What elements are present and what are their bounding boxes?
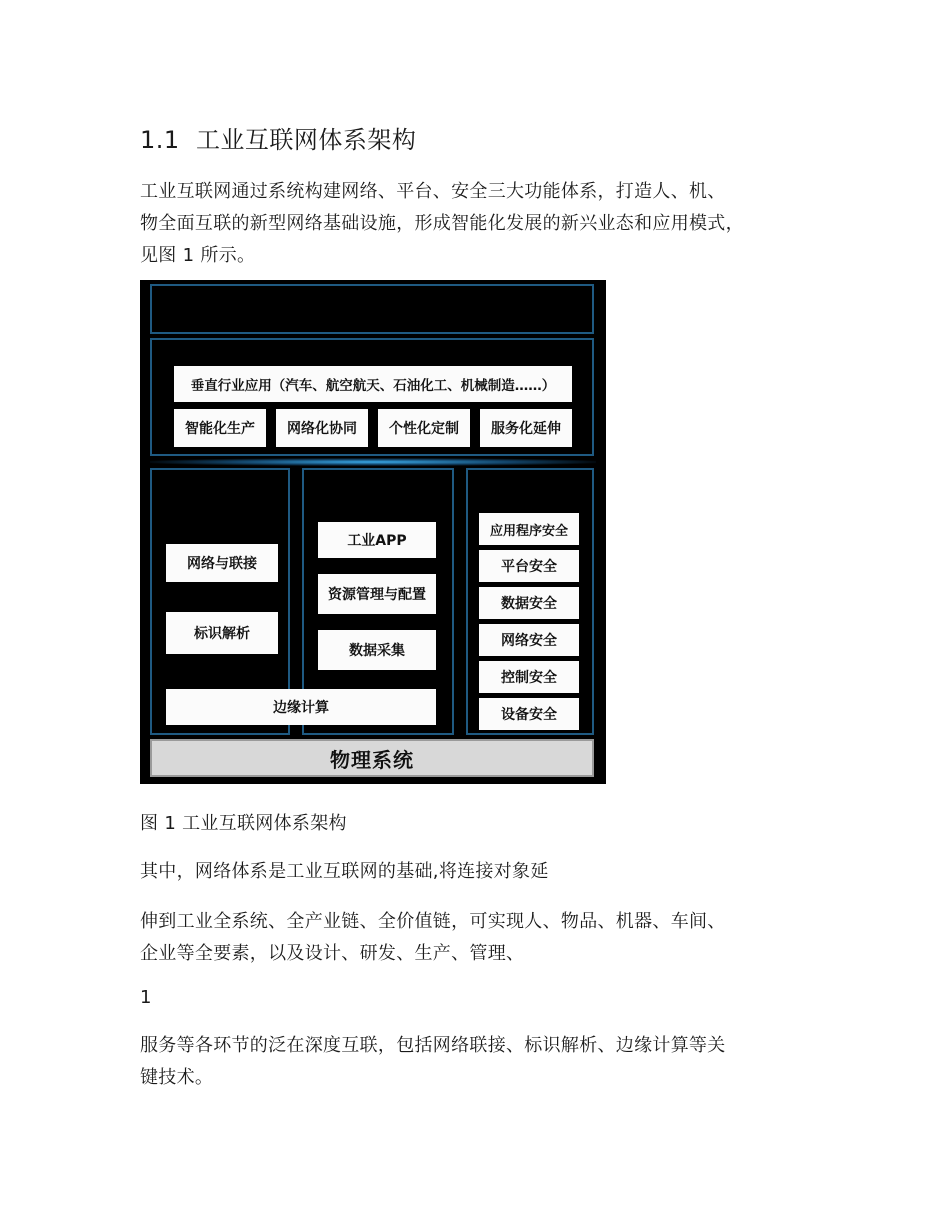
para2-line: 其中，网络体系是工业互联网的基础,将连接对象延	[140, 861, 549, 882]
app-mode-box: 服务化延伸	[480, 409, 572, 447]
paragraph-3	[140, 906, 840, 970]
intro-line-2: 物全面互联的新型网络基础设施，形成智能化发展的新兴业态和应用模式，	[140, 213, 744, 234]
caption-text: 图 1 工业互联网体系架构	[140, 813, 347, 834]
vertical-apps-box: 垂直行业应用（汽车、航空航天、石油化工、机械制造……）	[174, 366, 572, 402]
paragraph-4	[140, 1030, 840, 1094]
security-item-box: 平台安全	[479, 550, 579, 582]
page-number	[140, 982, 840, 1014]
platform-item-box: 工业APP	[318, 522, 436, 558]
intro-paragraph	[140, 176, 840, 272]
security-item-box: 设备安全	[479, 698, 579, 730]
security-item-box: 数据安全	[479, 587, 579, 619]
para3-line-2: 企业等全要素，以及设计、研发、生产、管理、	[140, 943, 525, 964]
security-item-box: 应用程序安全	[479, 513, 579, 545]
para3-line-1: 伸到工业全系统、全产业链、全价值链，可实现人、物品、机器、车间、	[140, 911, 726, 932]
platform-item-box: 数据采集	[318, 630, 436, 670]
intro-line-1: 工业互联网通过系统构建网络、平台、安全三大功能体系，打造人、机、	[140, 181, 726, 202]
para4-line-1: 服务等各环节的泛在深度互联，包括网络联接、标识解析、边缘计算等关	[140, 1035, 726, 1056]
network-item-box: 标识解析	[166, 612, 278, 654]
security-item-box: 网络安全	[479, 624, 579, 656]
app-mode-box: 个性化定制	[378, 409, 470, 447]
security-item-box: 控制安全	[479, 661, 579, 693]
para4-line-2: 键技术。	[140, 1067, 214, 1088]
architecture-figure	[140, 280, 606, 784]
section-title: 工业互联网体系架构	[195, 126, 417, 154]
edge-computing-box: 边缘计算	[166, 689, 436, 725]
intro-line-3: 见图 1 所示。	[140, 245, 256, 266]
app-mode-box: 智能化生产	[174, 409, 266, 447]
top-band-panel	[150, 284, 594, 334]
network-item-box: 网络与联接	[166, 544, 278, 582]
section-number: 1.1	[140, 126, 180, 154]
page-number-text: 1	[140, 987, 152, 1008]
app-mode-box: 网络化协同	[276, 409, 368, 447]
platform-item-box: 资源管理与配置	[318, 574, 436, 614]
divider-glow	[150, 458, 596, 466]
figure-caption	[140, 808, 840, 840]
section-heading	[140, 120, 416, 155]
physical-system-bar: 物理系统	[150, 739, 594, 777]
paragraph-2	[140, 856, 840, 888]
